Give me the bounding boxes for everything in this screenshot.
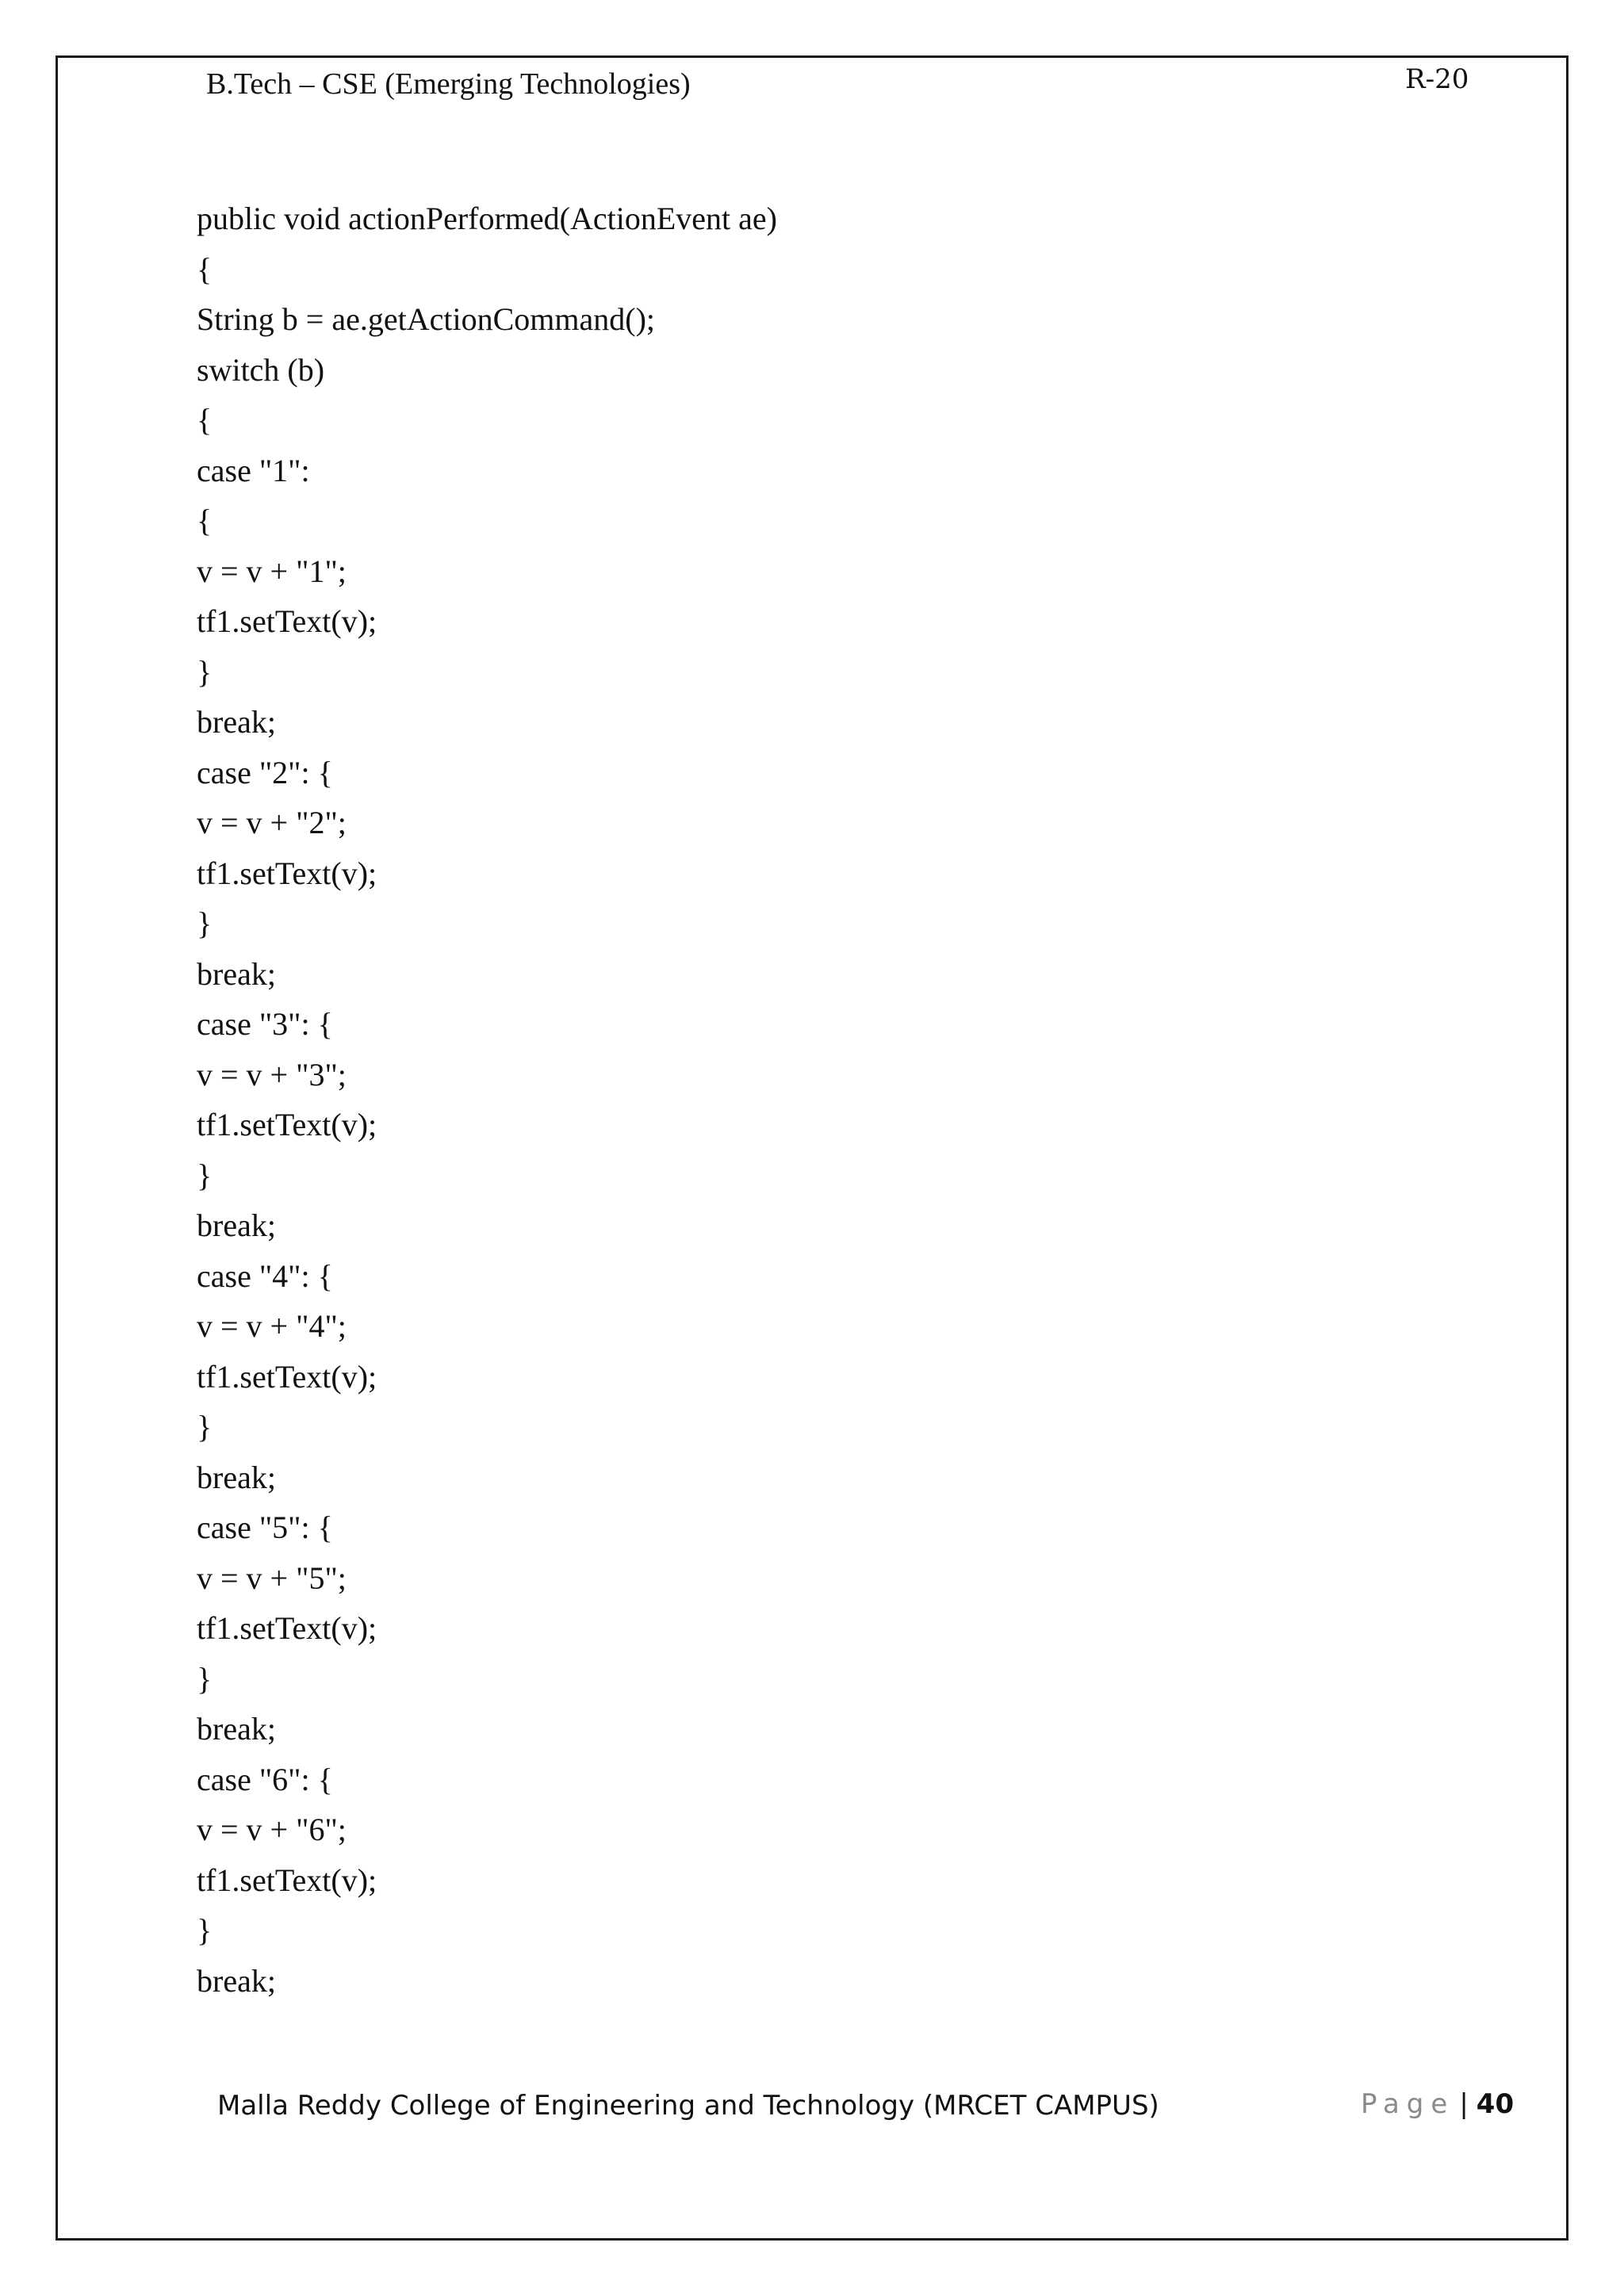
code-line: v = v + "2";	[197, 805, 347, 840]
code-line: }	[197, 1660, 213, 1697]
code-line: break;	[197, 1207, 276, 1243]
code-line: }	[197, 1912, 213, 1948]
page-number: 40	[1476, 2088, 1515, 2120]
code-line: break;	[197, 1459, 276, 1495]
code-line: case "1":	[197, 452, 310, 488]
code-line: tf1.setText(v);	[197, 603, 377, 639]
code-line: }	[197, 653, 213, 690]
page-label: Page	[1361, 2088, 1455, 2120]
code-line: case "2": {	[197, 754, 333, 790]
code-line: tf1.setText(v);	[197, 855, 377, 891]
code-line: v = v + "4";	[197, 1308, 347, 1344]
code-line: break;	[197, 1962, 276, 1999]
code-line: tf1.setText(v);	[197, 1358, 377, 1395]
code-line: case "4": {	[197, 1257, 333, 1294]
code-line: {	[197, 503, 213, 538]
code-line: v = v + "6";	[197, 1812, 347, 1847]
code-line: {	[197, 251, 213, 287]
code-line: }	[197, 1157, 213, 1193]
code-line: tf1.setText(v);	[197, 1610, 377, 1646]
footer-page-indicator	[1361, 2088, 1514, 2120]
header-course-title: B.Tech – CSE (Emerging Technologies)	[206, 67, 691, 101]
footer-institution: Malla Reddy College of Engineering and Technology (MRCET CAMPUS)	[217, 2090, 1159, 2122]
code-line: v = v + "5";	[197, 1559, 347, 1596]
code-line: }	[197, 1409, 213, 1445]
code-line: String b = ae.getActionCommand();	[197, 301, 656, 337]
code-line: tf1.setText(v);	[197, 1107, 377, 1142]
code-line: v = v + "3";	[197, 1056, 347, 1093]
code-line: break;	[197, 1711, 276, 1747]
code-line: break;	[197, 955, 276, 992]
code-line: tf1.setText(v);	[197, 1862, 377, 1898]
page-separator: |	[1459, 2088, 1469, 2120]
code-listing	[197, 193, 777, 2006]
code-line: v = v + "1";	[197, 553, 347, 589]
code-line: {	[197, 402, 213, 438]
code-line: public void actionPerformed(ActionEvent ae)	[197, 201, 777, 236]
header-regulation: R-20	[1405, 63, 1469, 95]
code-line: break;	[197, 704, 276, 740]
code-line: case "3": {	[197, 1006, 333, 1042]
code-line: case "5": {	[197, 1510, 333, 1545]
code-line: }	[197, 905, 213, 941]
code-line: case "6": {	[197, 1761, 333, 1797]
code-line: switch (b)	[197, 351, 325, 388]
